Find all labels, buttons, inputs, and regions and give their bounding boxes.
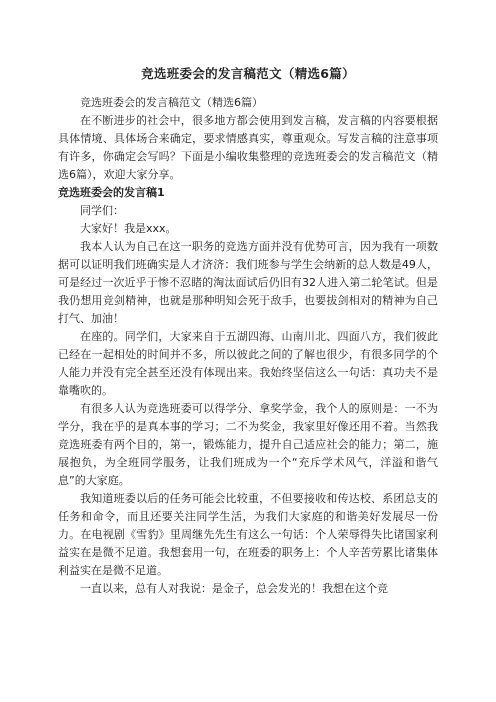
intro-paragraph: 在不断进步的社会中，很多地方都会使用到发言稿，发言稿的内容要根据具体情境、具体场合来确定，要求情感真实，尊重观众。写发言稿的注意事项有许多，你确定会写吗？下面是小编收集整理的竞选班委会的发言稿范文（精选6篇），欢迎大家分享。 xyxy=(58,114,438,181)
document-title: 竞选班委会的发言稿范文（精选6篇） xyxy=(141,66,355,81)
subtitle-paragraph: 竞选班委会的发言稿范文（精选6篇） xyxy=(80,96,263,109)
section-heading: 竞选班委会的发言稿1 xyxy=(58,186,165,199)
body-paragraph: 一直以来，总有人对我说：是金子，总会发光的！我想在这个竞 xyxy=(80,582,388,595)
body-paragraph: 我知道班委以后的任务可能会比较重，不但要接收和传达校、系团总支的任务和命令，而且还要关注同学生活，为我们大家庭的和谐美好发展尽一份力。在电视剧《雪豹》里周继先先生有这么一句话：个人荣辱得失比诸国家利益实在是微不足道。我想套用一句，在班委的职务上：个人辛苦劳累比诸集体利益实在是微不足道。 xyxy=(58,492,438,577)
self-intro-paragraph: 大家好！我是xxx。 xyxy=(80,222,177,235)
body-paragraph: 我本人认为自己在这一职务的竞选方面并没有优势可言，因为我有一项数据可以证明我们班确实是人才济济：我们班参与学生会纳新的总人数是49人，可是经过一次近乎于惨不忍睹的淘汰面试后仍旧有32人进入第二轮笔试。但是我仍想用竞剑精神，也就是那种明知会死于敌手，也要拔剑相对的精神为自己打气、加油！ xyxy=(58,240,438,325)
body-paragraph: 在座的。同学们，大家来自于五湖四海、山南川北、四面八方，我们彼此已经在一起相处的时间并不多，所以彼此之间的了解也很少，有很多同学的个人能力并没有完全甚至还没有体现出来。我始终坚信这么一句话：真功夫不是靠嘴吹的。 xyxy=(58,330,438,397)
greeting-paragraph: 同学们： xyxy=(80,204,124,217)
body-paragraph: 有很多人认为竞选班委可以得学分、拿奖学金，我个人的原则是：一不为学分，我在乎的是真本事的学习；二不为奖金，我家里好像还用不着。当然我竞选班委有两个目的，第一，锻炼能力，提升自己适应社会的能力；第二，施展抱负，为全班同学服务，让我们班成为一个“充斥学术风气，洋溢和谐气息”的大家庭。 xyxy=(58,402,438,487)
